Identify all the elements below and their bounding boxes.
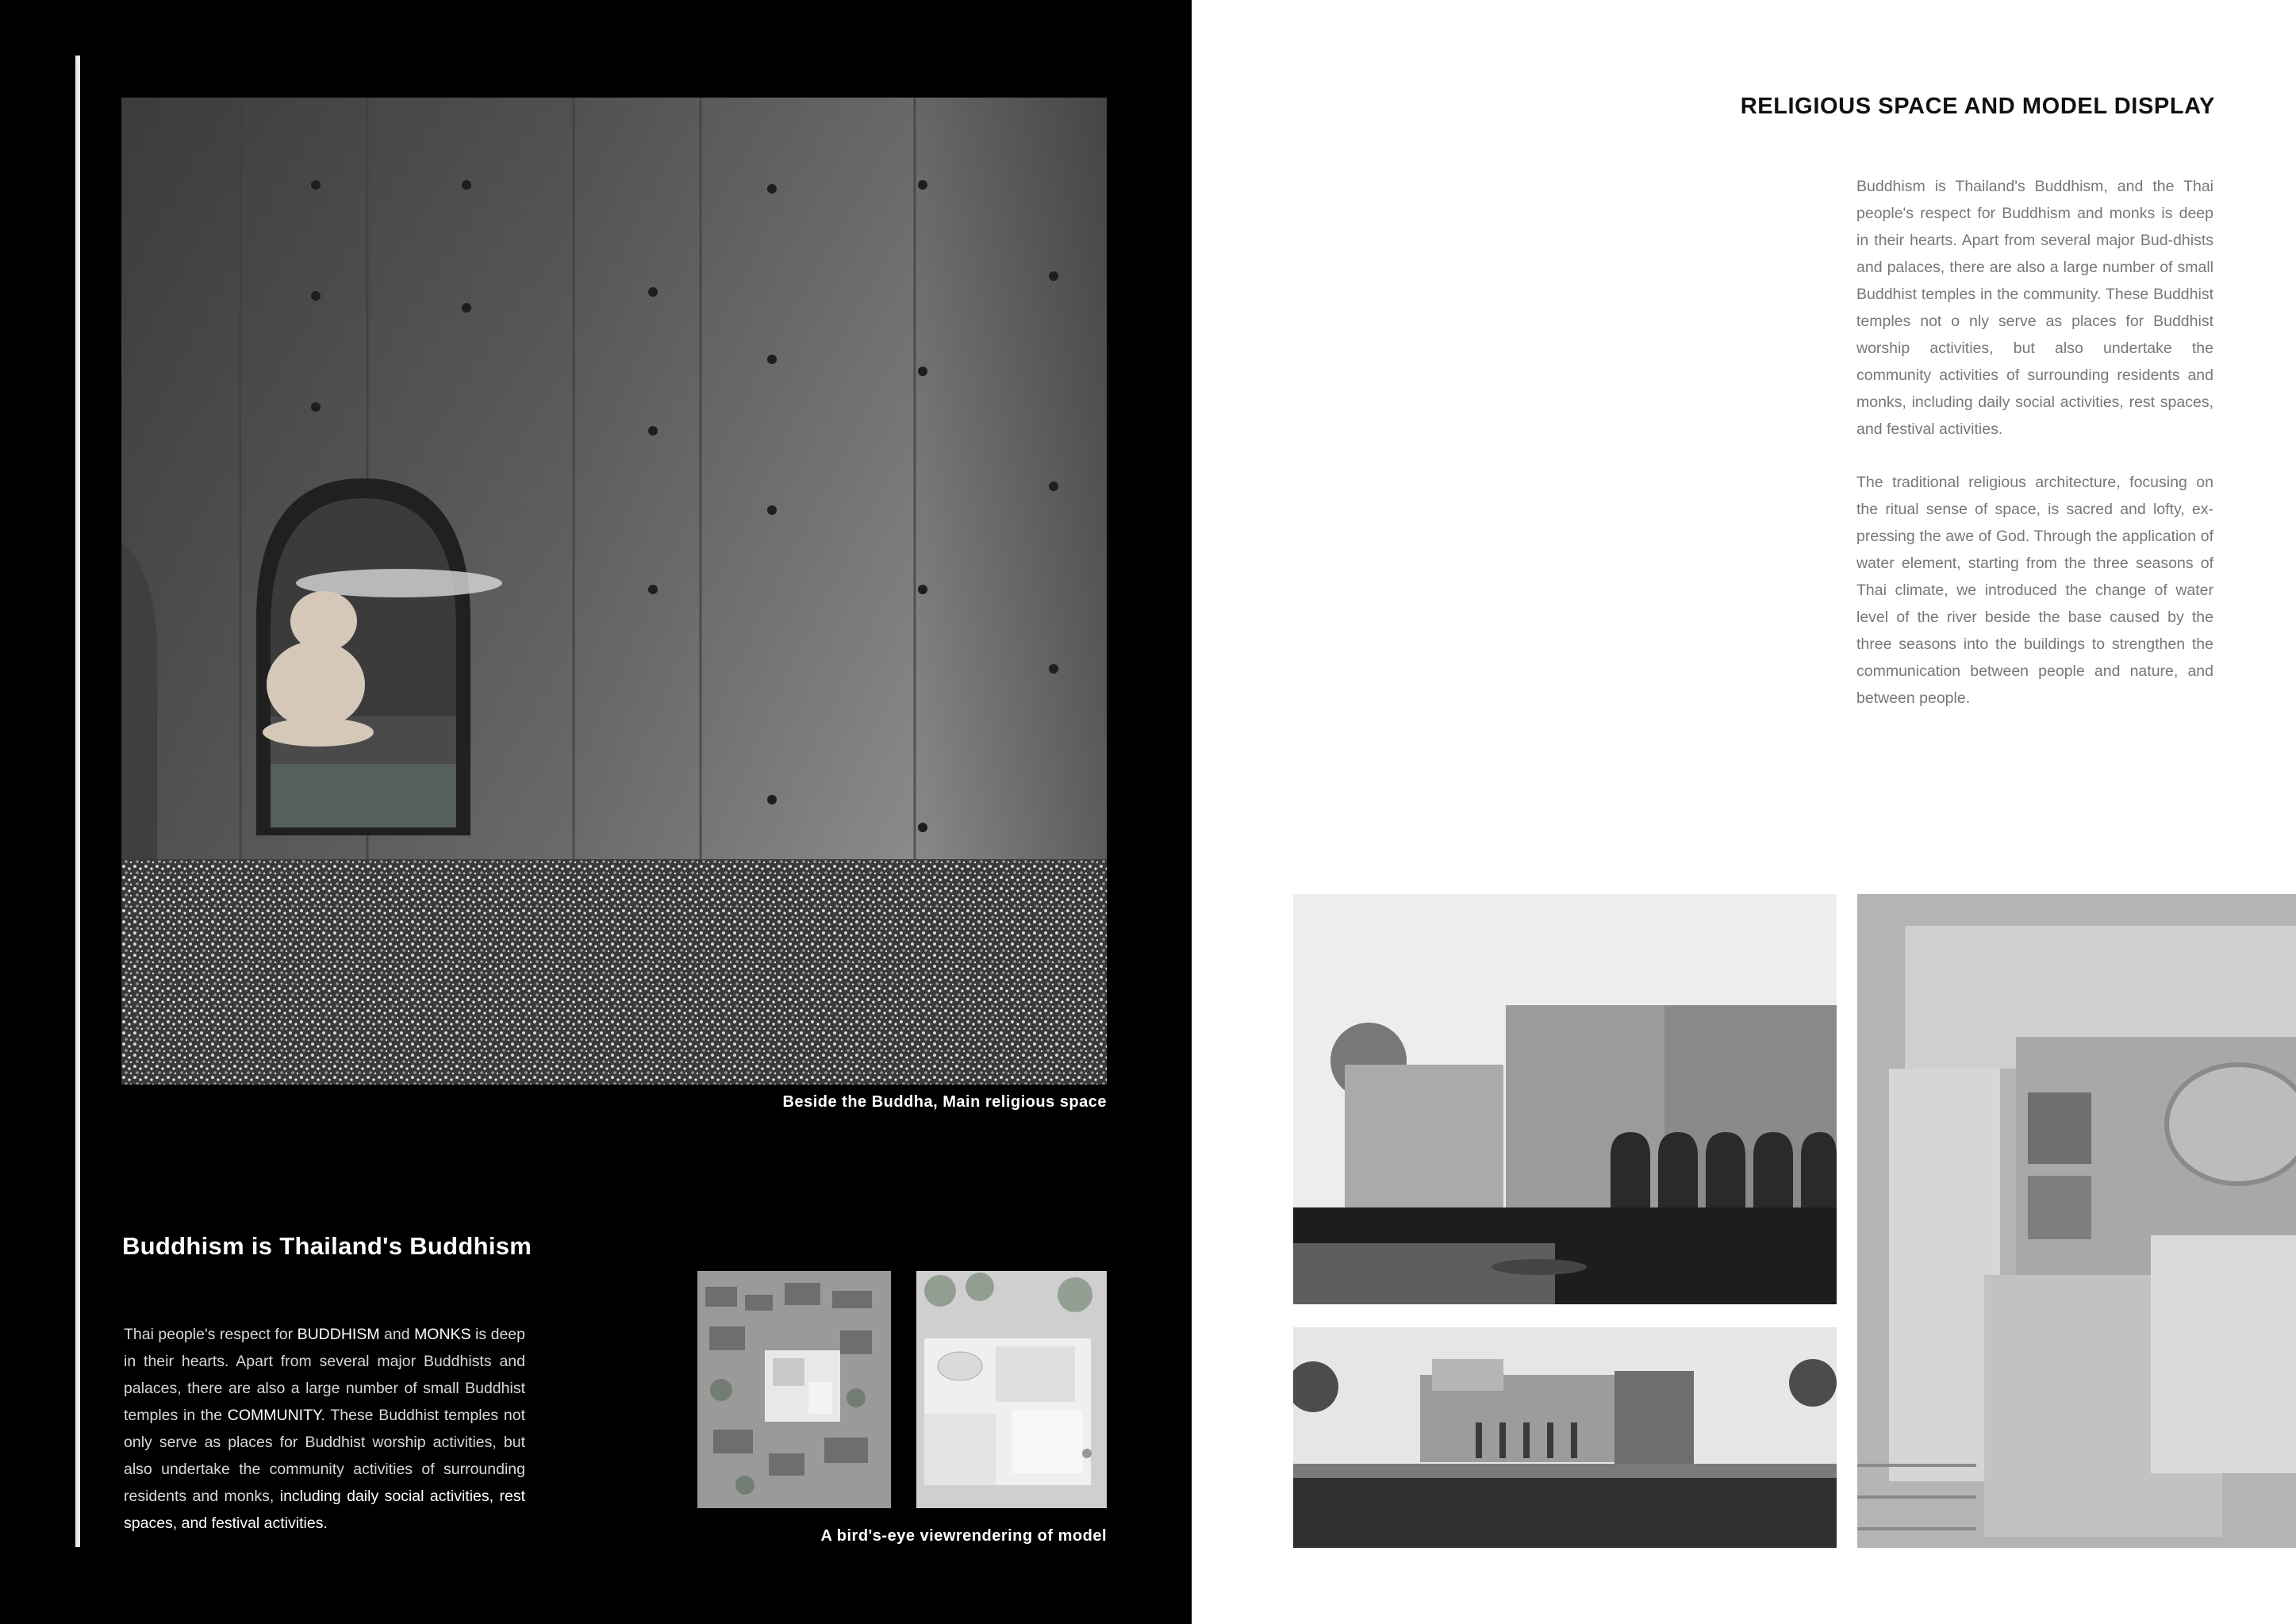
body-text-part: . These Buddhist temples not only serve as places for Buddhist worship activities, but also undertake the community activities of surrounding residents and monks, (124, 1407, 525, 1505)
description-paragraph-1: Buddhism is Thailand's Buddhism, and the Thai people's respect for Buddhism and monks is deep in their hearts. Apart from several major Bud-dhists and palaces, there are also a large number of small Buddhist temples in the community. These Buddhist temples not o nly serve as places for Buddhist worship activities, but also undertake the community activities of surrounding residents and monks, including daily social activities, rest spaces, and festival activities. (1856, 178, 2213, 438)
right-page (1192, 0, 2296, 1624)
page-title: RELIGIOUS SPACE AND MODEL DISPLAY (1740, 94, 2215, 119)
body-text-part: Thai people's respect for (124, 1326, 298, 1343)
thumbs-caption: A bird's-eye viewrendering of model (820, 1527, 1107, 1545)
birdseye-model-render-1 (697, 1271, 891, 1508)
body-text-part: is deep in their hearts. Apart from several major Buddhists and palaces, there are also a large number of small Buddhist temples in the (124, 1326, 525, 1424)
hero-caption: Beside the Buddha, Main religious space (782, 1093, 1107, 1111)
birdseye-model-render-2 (916, 1271, 1107, 1508)
hero-render-buddha-space (121, 98, 1107, 1085)
keyword-buddhism: BUDDHISM (297, 1326, 380, 1343)
model-photo-elevation-view (1293, 1327, 1837, 1548)
body-text-part: and (379, 1326, 415, 1343)
keyword-community: COMMUNITY (227, 1407, 321, 1424)
section-heading: Buddhism is Thailand's Buddhism (122, 1232, 532, 1260)
body-text-highlight: including daily social activities, rest spaces, and festival activities. (124, 1488, 525, 1532)
vertical-rule (75, 56, 80, 1547)
section-body-text (124, 1321, 525, 1537)
description-paragraph-2: The traditional religious architecture, focusing on the ritual sense of space, is sacred and lofty, ex-pressing the awe of God. Through the application of water element, starting from the three seasons of Thai climate, we introduced the change of water level of the river beside the base caused by the three seasons into the buildings to strengthen the communication between people and nature, and between people. (1856, 474, 2213, 707)
model-photo-waterfront-view (1293, 894, 1837, 1304)
keyword-monks: MONKS (414, 1326, 471, 1343)
model-photo-top-view (1857, 894, 2296, 1548)
